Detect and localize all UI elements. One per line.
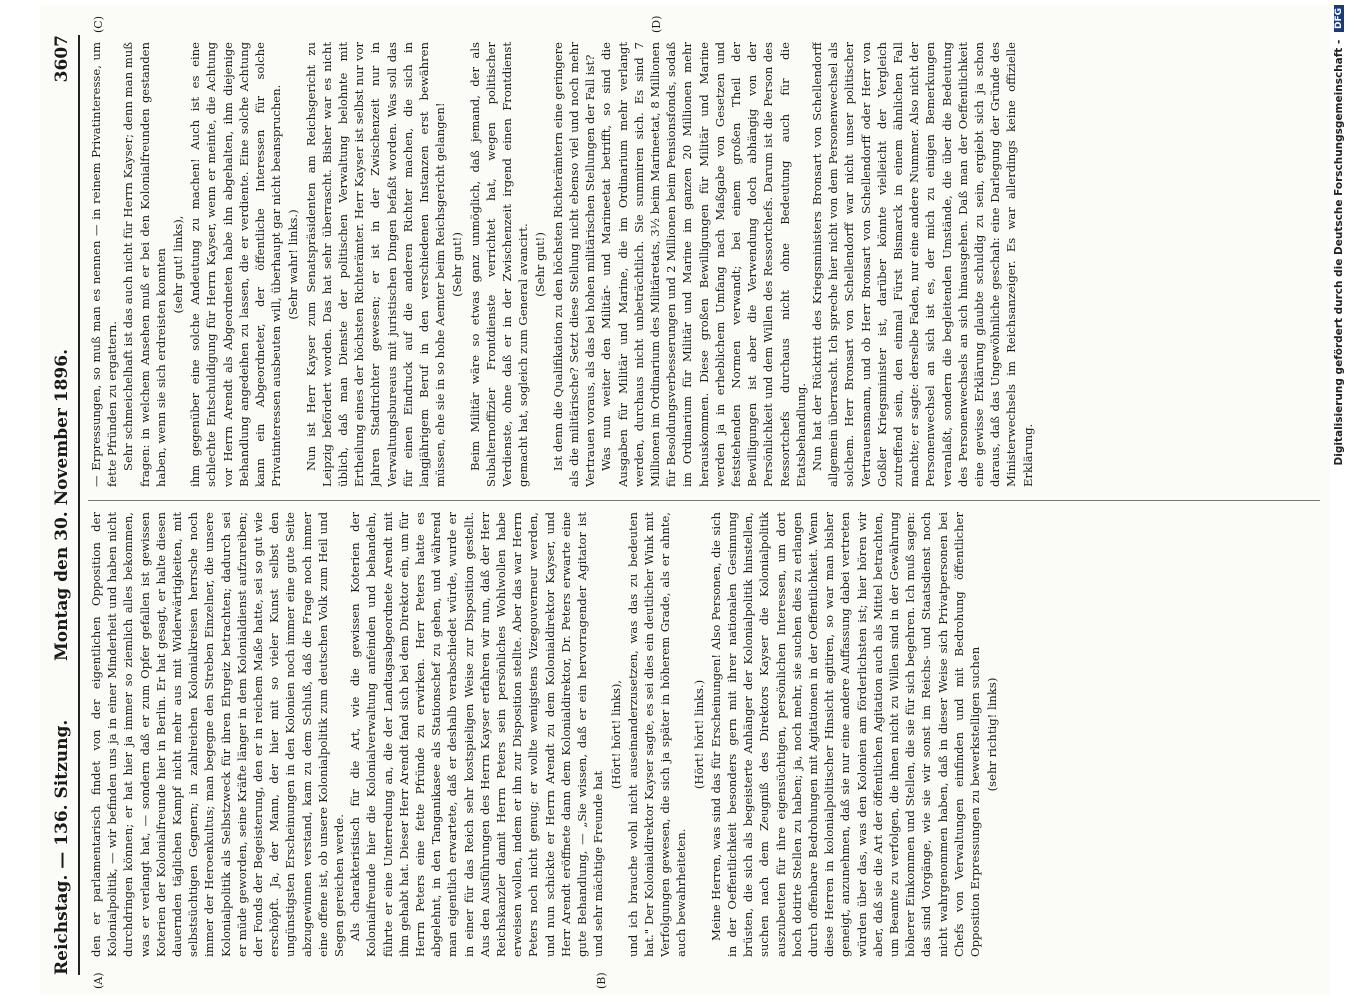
paragraph: Als charakteristisch für die Art, wie die gewissen Koterien der Kolonialfreunde hier die Kolonialverwaltung anfeinden und behandeln, führte er eine Unterredung an, die der Landtagsabgeordnete Arendt mit ihm gehabt hat. Dieser Herr Arendt fand sich bei dem Direktor ein, um für Herrn Peters eine fette Pfründe zu erwirken. Herr Peters hatte es abgelehnt, in den Tanganikasee als Stationschef zu gehen, und während man eigentlich erwartete, daß er deshalb verabschiedet würde, wurde er in einer für das Reich sehr kostspieligen Weise zur Disposition gestellt. Aus den Ausführungen des Herrn Kayser erfahren wir nun, daß der Herr Reichskanzler damit Herrn Peters sein persönliches Wohlwollen habe erweisen wollen, indem er ihn zur Disposition stellte. Aber das war Herrn Peters noch nicht genug; er wollte wenigstens Vizegouverneur werden, und nun schickte er Herrn Arendt zu dem Kolonialdirektor Kayser, und Herr Arendt eröffnete dann dem Kolonialdirektor, Dr. Peters erwarte eine gute Behandlung, — „Sie wissen, daß er ein hervorragender Agitator ist und sehr mächtige Freunde hat: [348, 512, 606, 957]
header-title: Reichstag. — 136. Sitzung.: [52, 719, 72, 975]
paragraph: Meine Herren, was sind das für Erscheinungen! Also Personen, die sich in der Oeffentlichkeit besonders gern mit ihrer nationalen Gesinnung brüsten, die sich als begeisterte Anhänger der Kolonialpolitik hinstellen, suchen nach dem Zeugniß des Direktors Kayser die Kolonialpolitik auszubeuten für ihre eigensüchtigen, persönlichen Interessen, um dort hoch dotirte Stellen zu haben; ja, noch mehr, sie suchen dies zu erlangen durch offenbare Bedrohungen mit Agitationen in der Oeffentlichkeit. Wenn diese Herren in kolonialpolitischer Hinsicht agitiren, so war man bisher geneigt, anzunehmen, daß sie nur eine andere Auffassung dabei vertreten würden über das, was den Kolonien am förderlichsten ist; hier hören wir aber, daß sie die Art der öffentlichen Agitation auch als Mittel betrachten, um Beamte zu verfolgen, die ihnen nicht zu Willen sind in der Gewährung höherer Einkommen und Stellen, die sie für sich begehren. Ich muß sagen: das sind Vorgänge, wie sie wir sonst im Reichs- und Staatsdienst noch nicht wahrgenommen haben, daß in dieser Weise sich Privatpersonen bei Chefs von Verwaltungen einfinden und mit Bedrohung öffentlicher Opposition Erpressungen zu bewerkstelligen suchen: [708, 512, 982, 957]
interjection: (sehr gut! links),: [171, 215, 186, 314]
paragraph: den er parlamentarisch findet von der eigentlichen Opposition der Kolonialpolitik, — wir befinden uns ja in einer Minderheit und haben nicht durchdringen können; er hat hier ja immer so ziemlich alles bekommen, was er verlangt hat, — sondern daß er zum Opfer gefallen ist gewissen Koterien der Kolonialfreunde hier in Berlin. Er hat gesagt, er halte diesen dauernden täglichen Kampf nicht mehr aus mit Widerwärtigkeiten, mit selbstsüchtigen Gegnern; in zahlreichen Kolonialkreisen herrsche noch immer der Heroenkultus; man begegne den Streben Einzelner, die unsere Kolonialpolitik als Selbstzweck für ihren Ehrgeiz betrachten; dadurch sei er müde geworden, seine Kräfte länger in dem Kolonialdienst aufzureiben; der Fonds der Begeisterung, den er in reichem Maße hatte, sei so gut wie erschöpft. Ja, der Mann, der hier mit so vieler Kunst selbst den ungünstigsten Erscheinungen in den Kolonien noch immer eine gute Seite abzugewinnen verstand, kam zu dem Schluß, daß die Frage noch immer eine offene ist, ob unsere Kolonialpolitik zum deutschen Volk zum Heil und Segen gereichen werde.: [89, 512, 347, 957]
margin-marker-a: (A): [92, 972, 105, 989]
margin-marker-c: (C): [92, 16, 105, 33]
digitization-credit: [1333, 5, 1349, 995]
document-page: [40, 5, 1330, 995]
column-divider: [88, 500, 1320, 501]
right-column: [88, 42, 1320, 487]
paragraph: — Erpressungen, so muß man es nennen — in reinem Privatinteresse, um fette Pfründen zu ergattern.: [89, 42, 120, 487]
interjection: (Sehr wahr! links.): [286, 209, 301, 320]
paragraph: Was nun weiter den Militär- und Marineetat betrifft, so sind die Ausgaben für Militär und Marine, die im Ordinarium mehr verlangt werden, durchaus nicht unbeträchtlich. Sie summiren sich. Es sind 7 Millionen im Ordinarium des Militäretats, 3½ beim Marineetat, 8 Millionen für Besoldungsverbesserungen und 2 Millionen beim Pensionsfonds, sodaß im Ordinarium für Militär und Marine im ganzen 20 Millionen mehr herauskommen. Diese großen Bewilligungen für Militär und Marine werden ja in erheblichem Umfang nach Maßgabe von Gesetzen und feststehenden Normen verwandt; bei einem großen Theil der Bewilligungen ist aber die Verwendung doch abhängig von der Persönlichkeit und dem Willen des Ressortchefs. Darum ist die Person des Ressortchefs durchaus nicht ohne Bedeutung auch für die Etatsbehandlung.: [599, 42, 808, 487]
paragraph: Nun hat der Rücktritt des Kriegsministers Bronsart von Schellendorff allgemein überrascht. Ich spreche hier nicht von dem Personenwechsel als solchem. Herr Bronsart von Schellendorff war nicht unser politischer Vertrauensmann, und ob Herr Bronsart von Schellendorff oder Herr von Goßler Kriegsminister ist, darüber könnte vielleicht der Vergleich zutreffend sein, den einmal Fürst Bismarck in einem ähnlichen Fall machte; er sagte: derselbe Faden, nur eine andere Nummer. Also nicht der Personenwechsel an sich ist es, der mich zu einigen Bemerkungen veranlaßt, sondern die begleitenden Umstände, die über die Bedeutung des Personenwechsels an sich hinausgehen. Daß man der Oeffentlichkeit eine gewisse Erklärung glaubte schuldig zu sein, ergiebt sich ja schon daraus, daß das Ungewöhnliche geschah: eine Darlegung der Gründe des Ministerwechsels im Reichsanzeiger. Es war allerdings keine offizielle Erklärung.: [809, 42, 1035, 487]
header-date: Montag den 30. November 1896.: [52, 348, 72, 662]
paragraph: Nun ist Herr Kayser zum Senatspräsidenten am Reichsgericht zu Leipzig befördert worden. Das hat sehr überrascht. Bisher war es nicht üblich, daß man Dienste der politischen Verwaltung belohnte mit Ertheilung eines der höchsten Richterämter. Herr Kayser ist selbst nur vor Jahren Stadtrichter gewesen; er ist in der Zwischenzeit nur in Verwaltungsbureaus mit juristischen Dingen befaßt worden. Was soll das für einen Eindruck auf die anderen Richter machen, die sich in langjährigem Beruf in den verschiedenen Instanzen erst bewähren müssen, ehe sie in so hohe Aemter beim Reichsgericht gelangen!: [303, 42, 448, 487]
dfg-logo: DFG: [1334, 5, 1344, 32]
interjection: (Hört! hört! links.): [691, 679, 706, 790]
paragraph: Beim Militär wäre so etwas ganz unmöglich, daß jemand, der als Subalternoffizier Frontdienste verrichtet hat, wegen politischer Verdienste, ohne daß er in der Zwischenzeit irgend einen Frontdienst gemacht hat, sogleich zum General avancirt.: [467, 42, 531, 487]
interjection: (sehr richtig! links): [985, 677, 1000, 792]
page-number: 3607: [52, 35, 72, 83]
paragraph: Ist denn die Qualifikation zu den höchsten Richterämtern eine geringere als die militärische? Setzt diese Stellung nicht ebenso viel und noch mehr Vertrauen voraus, als das bei hohen militärischen Stellungen der Fall ist?: [550, 42, 598, 487]
margin-marker-b: (B): [595, 972, 608, 989]
page-header: [50, 35, 80, 975]
margin-marker-d: (D): [650, 15, 663, 33]
paragraph: und ich brauche wohl nicht auseinanderzusetzen, was das zu bedeuten hat." Der Kolonialdirektor Kayser sagte, es sei dies ein deutlicher Wink mit Verfolgungen gewesen, die sich ja später in höherem Grade, als er ahnte, auch bewahrheiteten.: [625, 512, 689, 957]
interjection: (Sehr gut!): [533, 232, 548, 297]
credit-text: Digitalisierung gefördert durch die Deutsche Forschungsgemeinschaft -: [1333, 39, 1345, 466]
paragraph: ihm gegenüber eine solche Andeutung zu machen! Auch ist es eine schlechte Entschuldigung für Herrn Kayser, wenn er meinte, die Achtung vor Herrn Arendt als Abgeordneten habe ihn abgehalten, ihm diejenige Behandlung angedeihen zu lassen, die er verdiente. Eine solche Achtung kann ein Abgeordneter, der öffentliche Interessen für solche Privatinteressen ausbeuten will, überhaupt gar nicht beanspruchen.: [188, 42, 284, 487]
paragraph: Sehr schmeichelhaft ist das auch nicht für Herrn Kayser; denn man muß fragen: in welchem Ansehen muß er bei den Kolonialfreunden gestanden haben, wenn sie sich erdreisten konnten: [121, 42, 168, 487]
left-column: [88, 512, 1320, 957]
interjection: (Sehr gut!): [450, 232, 465, 297]
interjection: (Hört! hört! links),: [608, 679, 623, 790]
